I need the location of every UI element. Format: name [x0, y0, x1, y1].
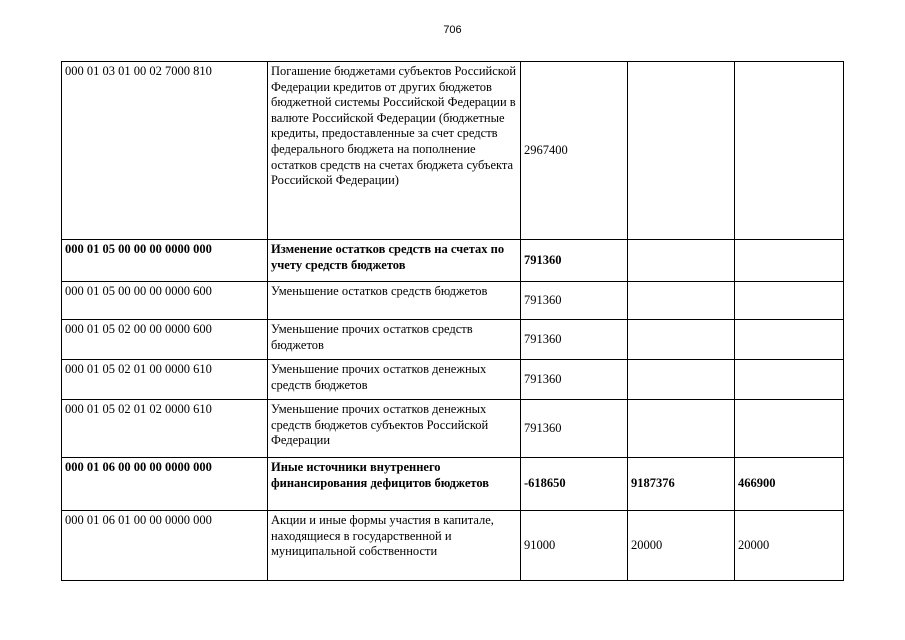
- amount-2: [628, 240, 735, 282]
- budget-code: 000 01 06 00 00 00 0000 000: [62, 458, 268, 511]
- table-row: [62, 240, 844, 282]
- amount-1: 791360: [521, 320, 628, 360]
- table-row: [62, 320, 844, 360]
- table-row: [62, 511, 844, 581]
- row-description: Уменьшение прочих остатков средств бюджетов: [268, 320, 521, 360]
- table-row: [62, 62, 844, 240]
- amount-1: 791360: [521, 240, 628, 282]
- amount-3: [735, 282, 844, 320]
- budget-code: 000 01 06 01 00 00 0000 000: [62, 511, 268, 581]
- budget-code: 000 01 05 00 00 00 0000 000: [62, 240, 268, 282]
- amount-2: [628, 282, 735, 320]
- amount-2: [628, 400, 735, 458]
- table-row: [62, 360, 844, 400]
- amount-1: 791360: [521, 282, 628, 320]
- amount-2: 20000: [628, 511, 735, 581]
- row-description: Уменьшение остатков средств бюджетов: [268, 282, 521, 320]
- amount-2: [628, 62, 735, 240]
- amount-3: 466900: [735, 458, 844, 511]
- budget-code: 000 01 05 02 01 00 0000 610: [62, 360, 268, 400]
- table-row: [62, 282, 844, 320]
- budget-code: 000 01 05 02 01 02 0000 610: [62, 400, 268, 458]
- amount-3: [735, 360, 844, 400]
- budget-code: 000 01 03 01 00 02 7000 810: [62, 62, 268, 240]
- row-description: Акции и иные формы участия в капитале, находящиеся в государственной и муниципальной собственности: [268, 511, 521, 581]
- row-description: Погашение бюджетами субъектов Российской Федерации кредитов от других бюджетов бюджетной системы Российской Федерации в валюте Российской Федерации (бюджетные кредиты, предоставленные за счет средств федерального бюджета на пополнение остатков средств на счетах бюджета субъекта Российской Федерации): [268, 62, 521, 240]
- amount-2: [628, 320, 735, 360]
- amount-1: 91000: [521, 511, 628, 581]
- row-description: Уменьшение прочих остатков денежных средств бюджетов субъектов Российской Федерации: [268, 400, 521, 458]
- row-description: Уменьшение прочих остатков денежных средств бюджетов: [268, 360, 521, 400]
- amount-1: 791360: [521, 400, 628, 458]
- amount-3: [735, 62, 844, 240]
- amount-3: 20000: [735, 511, 844, 581]
- budget-sources-table: [61, 61, 844, 581]
- table-row: [62, 458, 844, 511]
- amount-3: [735, 320, 844, 360]
- amount-1: -618650: [521, 458, 628, 511]
- budget-code: 000 01 05 02 00 00 0000 600: [62, 320, 268, 360]
- row-description: Изменение остатков средств на счетах по учету средств бюджетов: [268, 240, 521, 282]
- amount-1: 791360: [521, 360, 628, 400]
- row-description: Иные источники внутреннего финансирования дефицитов бюджетов: [268, 458, 521, 511]
- budget-code: 000 01 05 00 00 00 0000 600: [62, 282, 268, 320]
- page-number: 706: [443, 24, 462, 36]
- amount-1: 2967400: [521, 62, 628, 240]
- amount-2: 9187376: [628, 458, 735, 511]
- amount-2: [628, 360, 735, 400]
- amount-3: [735, 400, 844, 458]
- table-row: [62, 400, 844, 458]
- amount-3: [735, 240, 844, 282]
